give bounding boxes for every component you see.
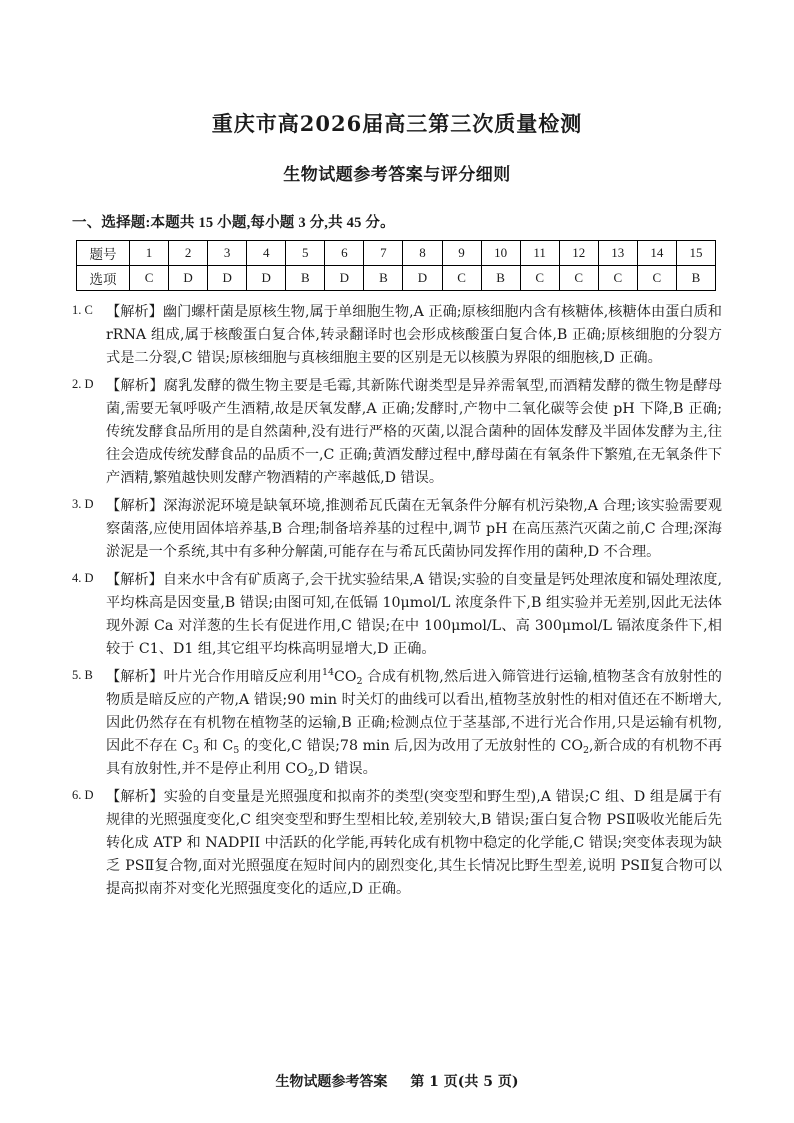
table-cell-number: 5 — [286, 241, 325, 266]
table-cell-answer: C — [130, 266, 169, 291]
table-cell-answer: D — [325, 266, 364, 291]
table-cell-answer: C — [637, 266, 676, 291]
answer-key-table — [76, 240, 716, 291]
explanation-text: 【解析】幽门螺杆菌是原核生物,属于单细胞生物,A 正确;原核细胞内含有核糖体,核糖体由蛋白质和 rRNA 组成,属于核酸蛋白复合体,转录翻译时也会形成核酸蛋白复合体,B 正确;原核细胞的分裂方式是二分裂,C 错误;原核细胞与真核细胞主要的区别是无以核膜为界限的细胞核,D 正确。 — [106, 304, 722, 366]
row-label-question-number: 题号 — [77, 241, 130, 266]
explanation-text: 【解析】叶片光合作用暗反应利用$^{14}CO_2$ 合成有机物,然后进入筛管进行运输,植物茎含有放射性的物质是暗反应的产物,A 错误;90 min 时关灯的曲线可以看出,植物茎放射性的相对值还在不断增大,因此仍然存在有机物在植物茎的运输,B 正确;检测点位于茎基部,不进行光合作用,只是运输有机物,因此不存在 $C_3$ 和 $C_5$ 的变化,C 错误;78 min 后,因为改用了无放射性的 $CO_2$,新合成的有机物不再具有放射性,并不是停止利用 $CO_2,D$ 错误。 — [106, 667, 722, 779]
table-cell-number: 6 — [325, 241, 364, 266]
explanation-text: 【解析】实验的自变量是光照强度和拟南芥的类型(突变型和野生型),A 错误;C 组、D 组是属于有规律的光照强度变化,C 组突变型和野生型相比较,差别较大,B 错误;蛋白复合物 PSⅡ吸收光能后先转化成 ATP 和 NADPII 中活跃的化学能,再转化成有机物中稳定的化学能,C 错误;突变体表现为缺乏 PSⅡ复合物,面对光照强度在短时间内的剧烈变化,其生长情况比野生型差,说明 PSⅡ复合物可以提高拟南芥对变化光照强度变化的适应,D 正确。 — [106, 789, 722, 897]
list-item — [72, 301, 722, 370]
table-cell-number: 11 — [520, 241, 559, 266]
explanation-text: 【解析】腐乳发酵的微生物主要是毛霉,其新陈代谢类型是异养需氧型,而酒精发酵的微生物是酵母菌,需要无氧呼吸产生酒精,故是厌氧发酵,A 正确;发酵时,产物中二氧化碳等会使 pH 下降,B 正确;传统发酵食品所用的是自然菌种,没有进行严格的灭菌,以混合菌种的固体发酵及半固体发酵为主,往往会造成传统发酵食品的品质不一,C 正确;黄酒发酵过程中,酵母菌在有氧条件下繁殖,在无氧条件下产酒精,繁殖越快则发酵产物酒精的产率越低,D 错误。 — [106, 378, 722, 486]
table-cell-number: 9 — [442, 241, 481, 266]
footer-label: 生物试题参考答案 — [275, 1074, 388, 1090]
table-row-answers — [77, 266, 716, 291]
table-cell-answer: C — [598, 266, 637, 291]
table-cell-number: 2 — [169, 241, 208, 266]
explanation-label: 3. D — [72, 497, 94, 511]
table-cell-number: 14 — [637, 241, 676, 266]
table-cell-answer: C — [559, 266, 598, 291]
table-row-question-numbers — [77, 241, 716, 266]
table-cell-number: 15 — [676, 241, 715, 266]
table-cell-answer: B — [481, 266, 520, 291]
section-heading: 一、选择题:本题共 15 小题,每小题 3 分,共 45 分。 — [72, 215, 395, 231]
explanation-list — [72, 301, 722, 901]
table-cell-number: 10 — [481, 241, 520, 266]
table-cell-answer: B — [364, 266, 403, 291]
table-cell-number: 4 — [247, 241, 286, 266]
table-cell-number: 13 — [598, 241, 637, 266]
table-cell-answer: B — [286, 266, 325, 291]
explanation-label: 4. D — [72, 571, 94, 585]
table-cell-answer: C — [520, 266, 559, 291]
table-cell-answer: B — [676, 266, 715, 291]
table-cell-number: 7 — [364, 241, 403, 266]
row-label-option: 选项 — [77, 266, 130, 291]
table-cell-number: 1 — [130, 241, 169, 266]
table-cell-answer: D — [403, 266, 442, 291]
table-cell-number: 8 — [403, 241, 442, 266]
list-item — [72, 569, 722, 661]
table-cell-answer: D — [247, 266, 286, 291]
table-cell-number: 3 — [208, 241, 247, 266]
explanation-label: 6. D — [72, 788, 94, 802]
table-cell-answer: C — [442, 266, 481, 291]
table-cell-number: 12 — [559, 241, 598, 266]
explanation-text: 【解析】自来水中含有矿质离子,会干扰实验结果,A 错误;实验的自变量是钙处理浓度和镉处理浓度,平均株高是因变量,B 错误;由图可知,在低镉 10μmol/L 浓度条件下,B 组实验并无差别,因此无法体现外源 Ca 对洋葱的生长有促进作用,C 错误;在中 100μmol/L、高 300μmol/L 镉浓度条件下,相较于 C1、D1 组,其它组平均株高明显增大,D 正确。 — [106, 572, 722, 657]
list-item — [72, 375, 722, 490]
page-subtitle: 生物试题参考答案与评分细则 — [283, 165, 511, 185]
list-item — [72, 786, 722, 901]
footer-page-number: 第 1 页(共 5 页) — [410, 1074, 519, 1090]
list-item — [72, 666, 722, 781]
explanation-text: 【解析】深海淤泥环境是缺氧环境,推测希瓦氏菌在无氧条件分解有机污染物,A 合理;该实验需要观察菌落,应使用固体培养基,B 合理;制备培养基的过程中,调节 pH 在高压蒸汽灭菌之前,C 合理;深海淤泥是一个系统,其中有多种分解菌,可能存在与希瓦氏菌协同发挥作用的菌种,D 不合理。 — [106, 498, 722, 560]
explanation-label: 2. D — [72, 377, 94, 391]
table-cell-answer: D — [208, 266, 247, 291]
table-cell-answer: D — [169, 266, 208, 291]
page-footer — [0, 1071, 794, 1091]
page-title: 重庆市高2026届高三第三次质量检测 — [211, 111, 583, 136]
list-item — [72, 495, 722, 564]
explanation-label: 5. B — [72, 668, 93, 682]
explanation-label: 1. C — [72, 303, 93, 317]
